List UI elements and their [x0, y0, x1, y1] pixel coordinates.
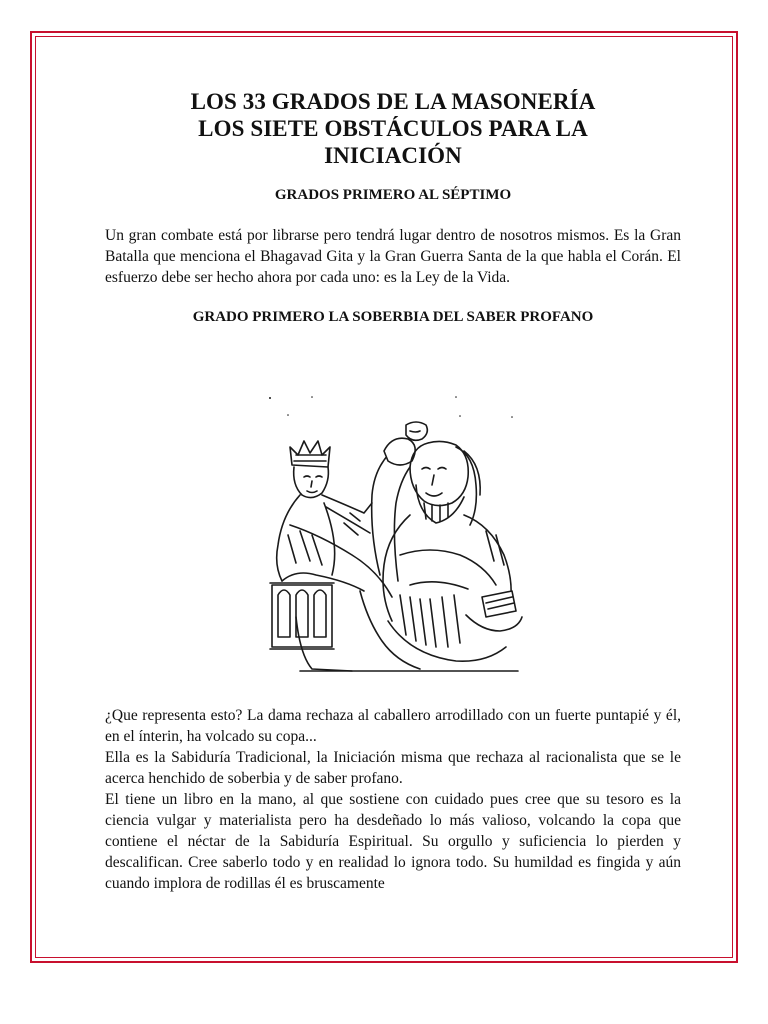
title-line-3: INICIACIÓN [324, 143, 462, 168]
title-line-1: LOS 33 GRADOS DE LA MASONERÍA [190, 89, 596, 114]
body-text [105, 705, 681, 894]
section-heading: GRADO PRIMERO LA SOBERBIA DEL SABER PROFANO [192, 309, 594, 325]
woodcut-lady-and-knight-illustration [260, 385, 525, 675]
document-title [105, 88, 681, 169]
body-paragraph-1: ¿Que representa esto? La dama rechaza al caballero arrodillado con un fuerte puntapié y él, en el ínterin, ha volcado su copa... [105, 707, 681, 745]
intro-paragraph: Un gran combate está por librarse pero tendrá lugar dentro de nosotros mismos. Es la Gran Batalla que menciona el Bhagavad Gita y la Gran Guerra Santa de la que habla el Corán. El esfuerzo debe ser hecho ahora por cada uno: es la Ley de la Vida. [105, 227, 681, 286]
document-subtitle: GRADOS PRIMERO AL SÉPTIMO [274, 187, 512, 203]
body-paragraph-2: Ella es la Sabiduría Tradicional, la Iniciación misma que rechaza al racionalista que se le acerca henchido de soberbia y de saber profano. [105, 749, 681, 787]
body-paragraph-3: El tiene un libro en la mano, al que sostiene con cuidado pues cree que su tesoro es la ciencia vulgar y materialista pero ha desdeñado lo más valioso, volcando la copa que contiene el néctar de la Sabiduría Espiritual. Su orgullo y suficiencia lo pierden y descalifican. Cree saberlo todo y en realidad lo ignora todo. Su humildad es fingida y aún cuando implora de rodillas él es bruscamente [105, 791, 681, 892]
document-header [105, 88, 681, 326]
title-line-2: LOS SIETE OBSTÁCULOS PARA LA [198, 116, 588, 141]
